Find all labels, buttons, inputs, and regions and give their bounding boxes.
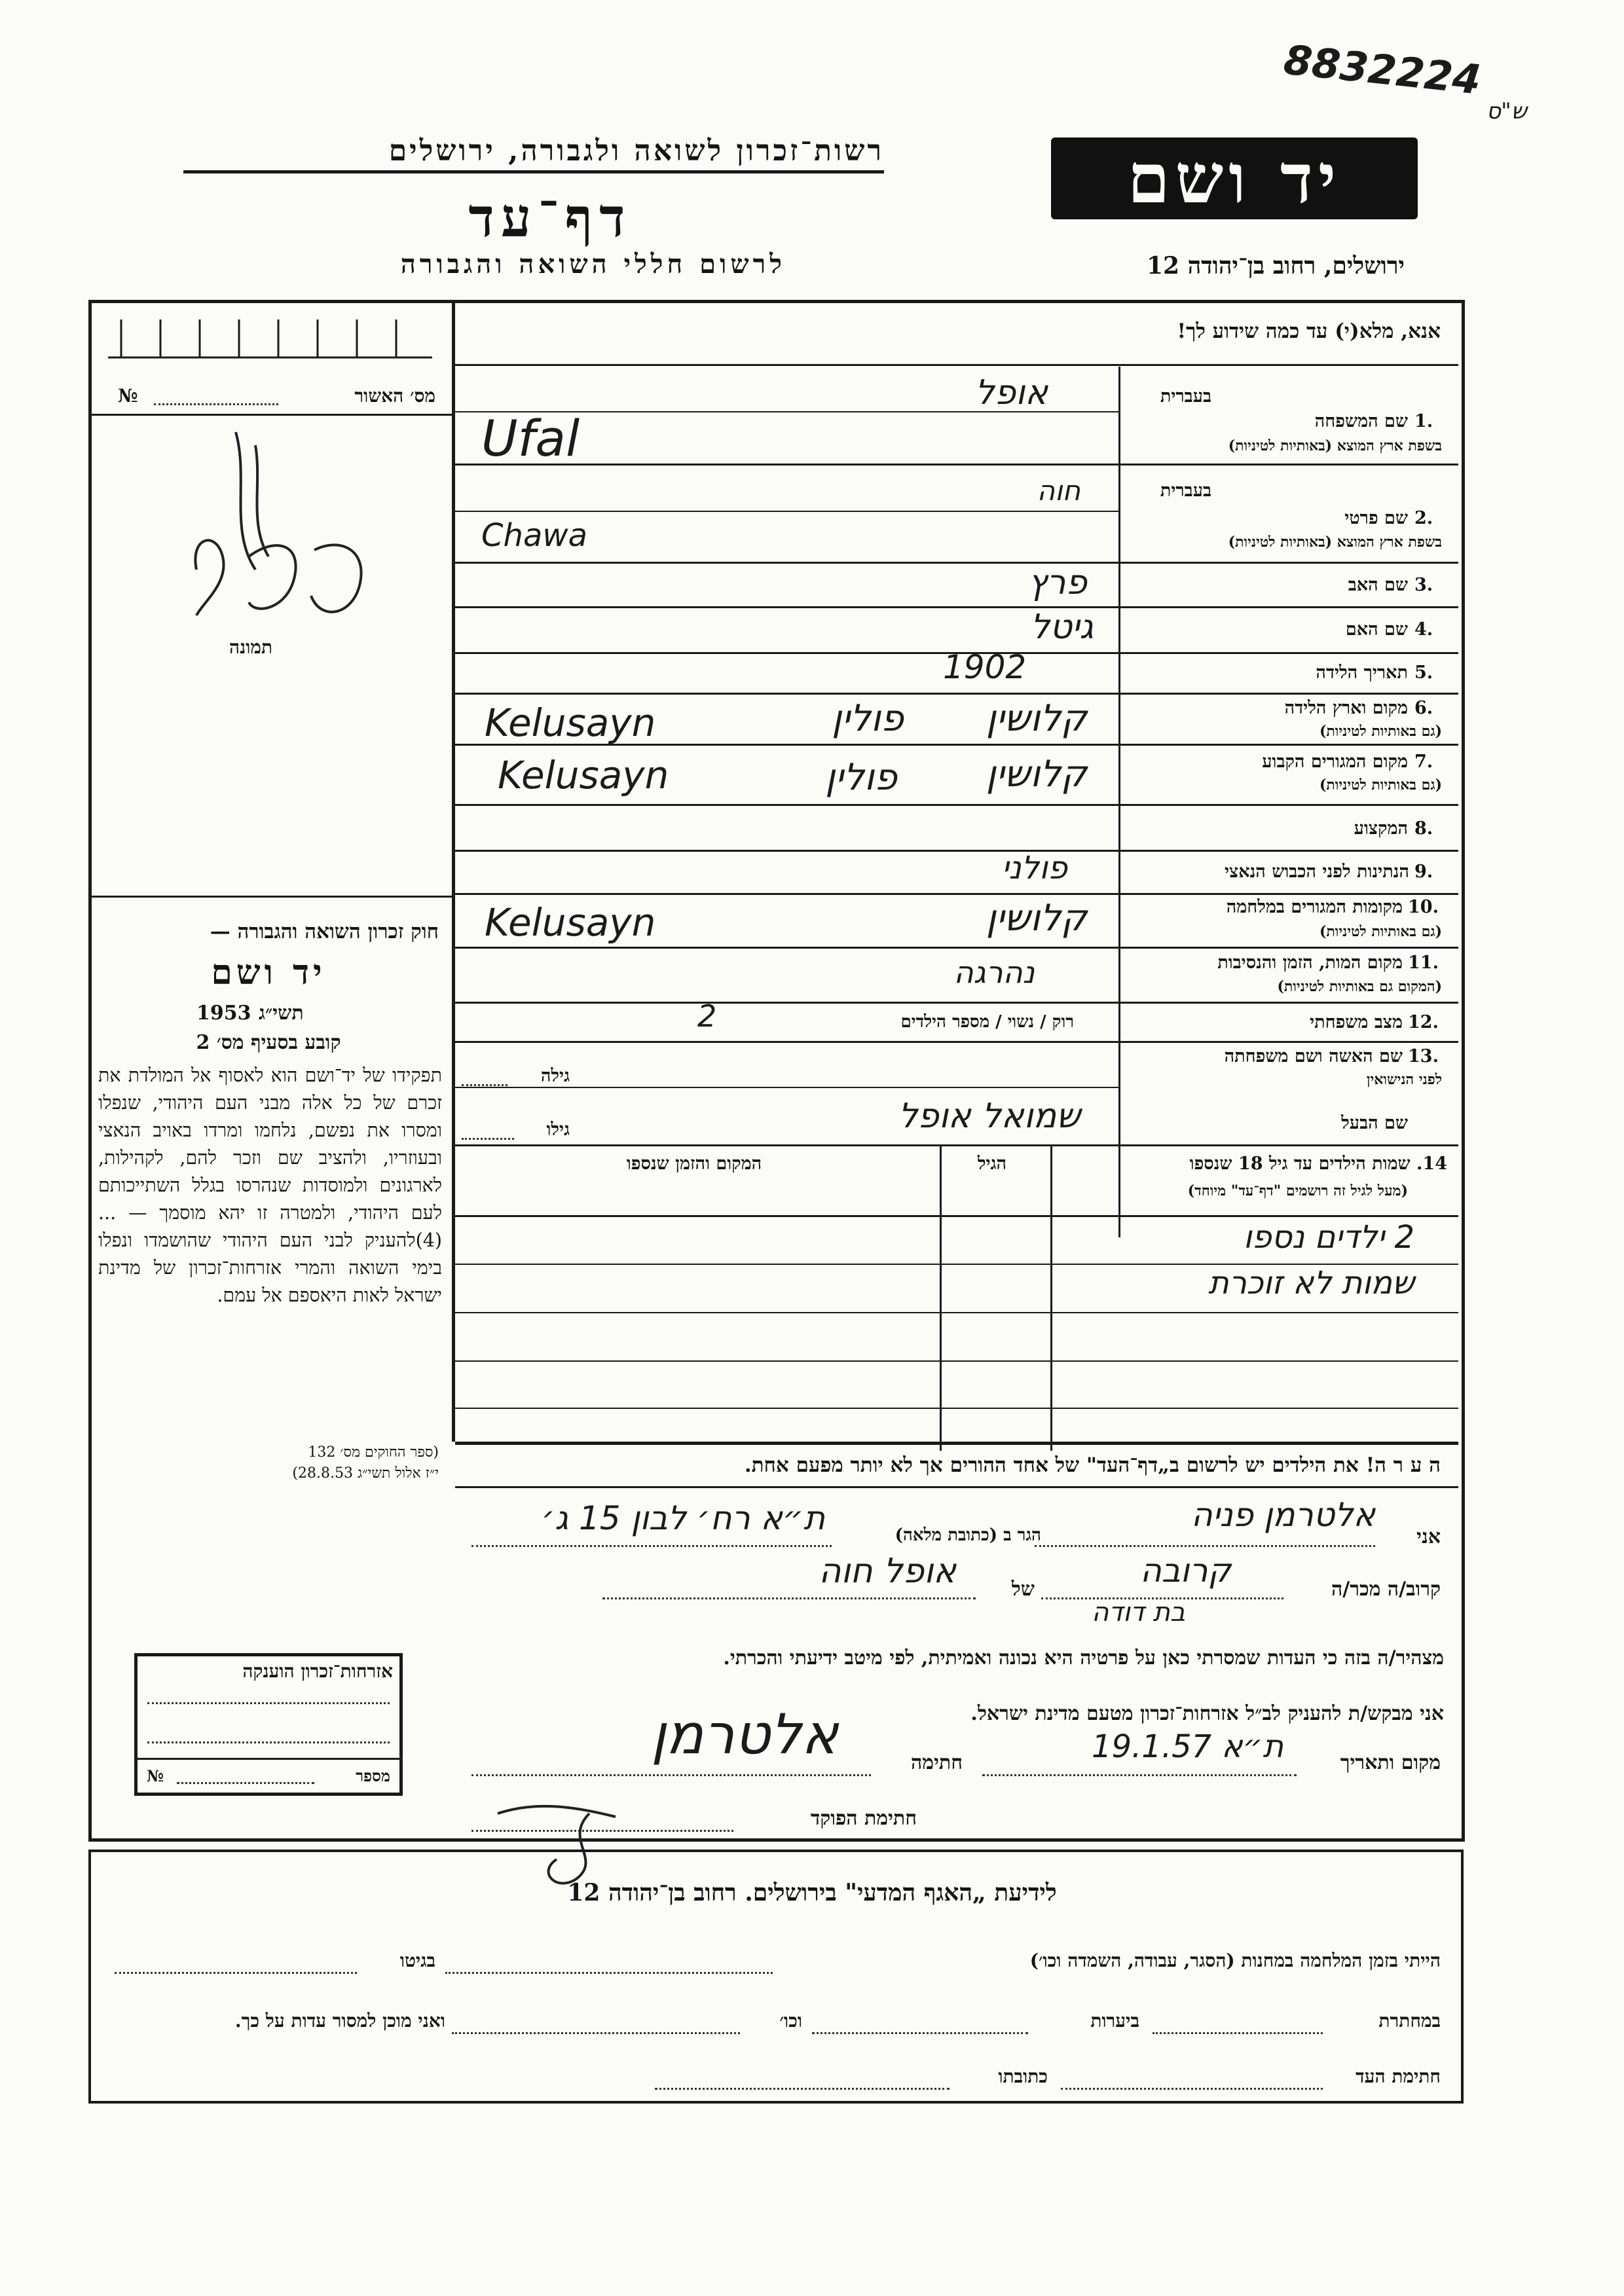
field-12-label: מצב משפחתי — [1310, 1012, 1403, 1032]
field-6-place-value[interactable]: קלושין — [986, 697, 1087, 740]
field-7-latin-value[interactable]: Kelusayn — [498, 753, 669, 797]
field-1-latin-value[interactable]: Ufal — [481, 409, 580, 467]
field-7-note: (גם באותיות לטיניות) — [1319, 776, 1442, 793]
field-6-label: מקום וארץ הלידה — [1284, 698, 1408, 718]
bottom-title: לידיעת „האגף המדעי" בירושלים. רחוב בן־יהודה 12 — [567, 1879, 1057, 1906]
law-year-heb: תשי״ג — [259, 1002, 304, 1025]
field-1-heb-value[interactable]: אופל — [975, 373, 1048, 412]
law-title: חוק זכרון השואה והגבורה — — [210, 920, 439, 943]
field-5-label: תאריך הלידה — [1316, 663, 1408, 683]
yad-vashem-address: ירושלים, רחוב בן־יהודה 12 — [1146, 252, 1405, 280]
field-2-lang1: בעברית — [1160, 481, 1211, 501]
children-header-sep — [455, 1215, 1458, 1217]
citizenship-line-2[interactable] — [147, 1741, 390, 1743]
children-value-2[interactable]: שמות לא זוכרת — [1208, 1265, 1414, 1302]
children-col-2 — [940, 1144, 942, 1451]
bottom-etc-field[interactable] — [452, 2032, 740, 2034]
children-value-1[interactable]: 2 ילדים נספו — [1243, 1219, 1414, 1256]
field-9-num: 9. — [1414, 862, 1433, 882]
field-4-num: 4. — [1414, 619, 1433, 640]
relation-extra[interactable]: בת דודה — [1092, 1597, 1185, 1628]
field-5-value[interactable]: 1902 — [943, 648, 1027, 686]
bottom-witness-sig-label: חתימת העד — [1356, 2066, 1441, 2087]
field-12-num: 12. — [1408, 1012, 1439, 1032]
bottom-address-field[interactable] — [655, 2088, 950, 2090]
field-1-lang2: בשפת ארץ המוצא (באותיות לטיניות) — [1228, 437, 1442, 454]
relation-label: קרוב/ה מכר/ה — [1331, 1578, 1441, 1601]
citizenship-line[interactable] — [147, 1702, 390, 1704]
field-1-num: 1. — [1414, 411, 1433, 431]
intro-text: אנא, מלא(י) עד כמה שידוע לך! — [1177, 319, 1441, 343]
field-10-num: 10. — [1408, 897, 1439, 917]
remark-text: ה ע ר ה! את הילדים יש לרשום ב„דף־העד" של אחד ההורים אך לא יותר מפעם אחת. — [744, 1453, 1441, 1477]
citizenship-no-symbol: № — [147, 1766, 164, 1785]
declaration-text: מצהיר/ה בזה כי העדות שמסרתי כאן על פרטיה היא נכונה ואמיתית, לפי מיטב ידיעתי והכרתי. — [723, 1647, 1444, 1669]
bottom-ghetto-field[interactable] — [115, 1972, 357, 1974]
husband-age-label: גילו — [546, 1120, 570, 1140]
children-label: 14. שמות הילדים עד גיל 18 שנספו — [1189, 1154, 1447, 1174]
children-col-age: הגיל — [977, 1154, 1007, 1174]
field-10-latin-value[interactable]: Kelusayn — [485, 900, 656, 945]
place-date-field[interactable] — [982, 1774, 1297, 1776]
confirmation-underline — [92, 414, 453, 416]
field-11-num: 11. — [1408, 953, 1439, 973]
bottom-forests-field[interactable] — [812, 2032, 1028, 2034]
field-6-latin-value[interactable]: Kelusayn — [485, 701, 656, 745]
ani-label: אני — [1416, 1525, 1441, 1548]
of-label: של — [1011, 1578, 1035, 1601]
law-ref-2: י״ז אלול תשי״ג 28.8.53) — [292, 1465, 439, 1482]
citizenship-no-field[interactable] — [177, 1782, 314, 1784]
citizenship-no-label: מספר — [356, 1766, 390, 1785]
serial-suffix: ש"ס — [1486, 98, 1527, 124]
ani-value[interactable]: אלטרמן פניה — [1190, 1496, 1375, 1534]
field-4-label: שם האם — [1345, 619, 1408, 640]
photo-area-bottom — [92, 896, 453, 898]
bottom-underground-field[interactable] — [1153, 2032, 1323, 2034]
of-value[interactable]: אופל חוה — [819, 1552, 956, 1591]
row-sep — [455, 1087, 1118, 1088]
citizenship-box — [134, 1653, 403, 1796]
row-sep — [455, 693, 1458, 695]
place-date-value[interactable]: ת״א 19.1.57 — [1091, 1728, 1283, 1765]
children-row-sep — [455, 1360, 1458, 1362]
request-text: אני מבקש/ת להעניק לב״ל אזרחות־זכרון מטעם מדינת ישראל. — [970, 1702, 1444, 1725]
signature-value[interactable]: אלטרמן — [651, 1702, 838, 1766]
field-10-label: מקומות המגורים במלחמה — [1226, 897, 1403, 917]
place-date-label: מקום ותאריך — [1340, 1751, 1441, 1774]
field-7-place-value[interactable]: קלושין — [986, 753, 1087, 795]
bottom-camps-field[interactable] — [445, 1972, 773, 1974]
field-2-heb-value[interactable]: חוה — [1037, 475, 1080, 507]
field-3-value[interactable]: פרץ — [1028, 563, 1087, 602]
field-8-num: 8. — [1414, 818, 1433, 839]
field-13-note: לפני הנישואין — [1366, 1071, 1442, 1088]
field-7-country-value[interactable]: פולין — [825, 756, 897, 799]
remark-bottom — [455, 1486, 1458, 1488]
husband-value[interactable]: שמואל אופל — [898, 1097, 1080, 1136]
remark-top-border — [455, 1442, 1458, 1445]
field-2-label: שם פרטי — [1344, 508, 1408, 528]
field-11-label: מקום המות, הזמן והנסיבות — [1217, 953, 1403, 973]
confirmation-ticks — [108, 319, 432, 359]
yad-vashem-logo — [1051, 137, 1418, 219]
bottom-ready-text: ואני מוכן למסור עדות על כך. — [234, 2010, 445, 2032]
row-sep — [455, 1002, 1458, 1004]
field-3-num: 3. — [1414, 575, 1433, 595]
bottom-witness-sig-field[interactable] — [1061, 2088, 1323, 2090]
law-ref-1: (ספר החוקים מס׳ 132 — [308, 1444, 439, 1461]
field-1-lang1: בעברית — [1160, 386, 1211, 407]
law-text: תפקידו של יד־ושם הוא לאסוף אל המולדת את זכרם של כל אלה מבני העם היהודי, שנפלו ומסרו את נפשם, נלחמו ומרדו באויב הנאצי ובעוזריו, ולהציב שם וזכר להם, לקהילות, לארגונים ולמוסדות שנהרסו בגלל השתייכותם לעם היהודי, ולמטרה זו יהא מוסמך — ...(4)להעניק לבני העם היהודי שהושמדו ונפלו בימי השואה והמרי אזרחות־זכרון של מדינת ישראל לאות היאספם אל עמם. — [98, 1065, 442, 1306]
form-title: דף־עד — [468, 187, 632, 249]
husband-label: שם הבעל — [1341, 1113, 1408, 1133]
field-3-label: שם האב — [1348, 575, 1408, 595]
photo-handwriting — [177, 419, 386, 668]
field-12-children-count[interactable]: 2 — [697, 998, 717, 1034]
field-2-num: 2. — [1414, 508, 1433, 528]
serial-number: 8832224 — [1282, 35, 1483, 104]
field-6-num: 6. — [1414, 698, 1433, 718]
bottom-line1: הייתי בזמן המלחמה במחנות (הסגר, עבודה, השמדה וכו׳) — [1029, 1950, 1441, 1971]
bottom-ghetto-label: בגיטו — [399, 1950, 435, 1971]
field-11-value[interactable]: נהרגה — [953, 955, 1035, 990]
address-field[interactable] — [471, 1545, 832, 1547]
row-sep — [455, 893, 1458, 895]
photo-label: תמונה — [229, 636, 273, 658]
field-2-latin-value[interactable]: Chawa — [481, 517, 588, 554]
field-13-num: 13. — [1408, 1046, 1439, 1066]
of-field[interactable] — [602, 1597, 976, 1599]
law-year: 1953 — [196, 1002, 251, 1025]
field-1-label: שם המשפחה — [1314, 411, 1408, 431]
relation-value[interactable]: קרובה — [1140, 1552, 1231, 1590]
law-name: יד ושם — [211, 953, 326, 993]
field-9-value[interactable]: פולני — [1001, 850, 1067, 886]
citizenship-title: אזרחות־זכרון הוענקה — [242, 1660, 393, 1682]
field-5-num: 5. — [1414, 663, 1433, 683]
authority-name: רשות־זכרון לשואה ולגבורה, ירושלים — [183, 134, 884, 173]
confirmation-label: מס׳ האשור — [354, 385, 435, 407]
field-11-note: (המקום גם באותיות לטיניות) — [1277, 978, 1442, 995]
resident-label: הגר ב (כתובת מלאה) — [895, 1525, 1041, 1545]
bottom-underground-label: במחתרת — [1378, 2010, 1441, 2032]
address-value[interactable]: ת״א רח׳ לבון 15 ג׳ — [541, 1499, 825, 1537]
field-7-label: מקום המגורים הקבוע — [1262, 752, 1408, 772]
husband-age-field[interactable] — [462, 1138, 514, 1140]
field-13-age-field[interactable] — [462, 1084, 507, 1086]
ani-field[interactable] — [1035, 1545, 1375, 1547]
children-row-sep — [455, 1408, 1458, 1409]
field-10-note: (גם באותיות לטיניות) — [1319, 923, 1442, 940]
field-8-label: המקצוע — [1354, 818, 1408, 839]
field-13-age-label: גילה — [540, 1066, 570, 1086]
field-9-label: הנתינות לפני הכבוש הנאצי — [1224, 862, 1409, 882]
row-sep — [455, 464, 1458, 465]
field-10-place-value[interactable]: קלושין — [986, 897, 1087, 939]
confirmation-no-label: № — [118, 385, 138, 407]
children-row-sep — [455, 1312, 1458, 1313]
children-note: (מעל לגיל זה רושמים "דף־עד" מיוחד) — [1187, 1182, 1408, 1199]
field-7-num: 7. — [1414, 752, 1433, 772]
bottom-etc-label: וכו׳ — [779, 2010, 802, 2032]
bottom-forests-label: ביערות — [1090, 2010, 1139, 2032]
field-12-options: רוק / נשוי / מספר הילדים — [900, 1012, 1074, 1032]
field-4-value[interactable]: גיטל — [1030, 608, 1094, 647]
row-sep — [455, 804, 1458, 806]
row-sep — [455, 606, 1458, 608]
field-13-label: שם האשה ושם משפחתה — [1224, 1046, 1403, 1066]
row-sep — [455, 947, 1458, 949]
intro-underline — [455, 364, 1458, 366]
row-sep — [455, 511, 1118, 512]
row-sep — [455, 562, 1458, 564]
signature-field[interactable] — [471, 1774, 871, 1776]
law-section: קובע בסעיף מס׳ 2 — [196, 1031, 341, 1054]
confirmation-no-field[interactable] — [154, 403, 278, 405]
signature-label: חתימה — [911, 1751, 963, 1774]
children-col-place: המקום והזמן שנספו — [626, 1154, 762, 1174]
field-6-country-value[interactable]: פולין — [832, 697, 904, 740]
field-6-note: (גם באותיות לטיניות) — [1319, 723, 1442, 740]
logo-text: יד ושם — [1127, 138, 1342, 219]
field-2-lang2: בשפת ארץ המוצא (באותיות לטיניות) — [1228, 534, 1442, 551]
bottom-address-label: כתובתו — [998, 2066, 1048, 2087]
row-sep — [455, 1041, 1458, 1043]
row-sep — [455, 1144, 1458, 1146]
left-column-divider — [452, 302, 455, 1442]
form-subtitle: לרשום חללי השואה והגבורה — [400, 249, 786, 280]
children-col-1 — [1050, 1144, 1052, 1451]
official-signature-label: חתימת הפוקד — [810, 1807, 917, 1830]
